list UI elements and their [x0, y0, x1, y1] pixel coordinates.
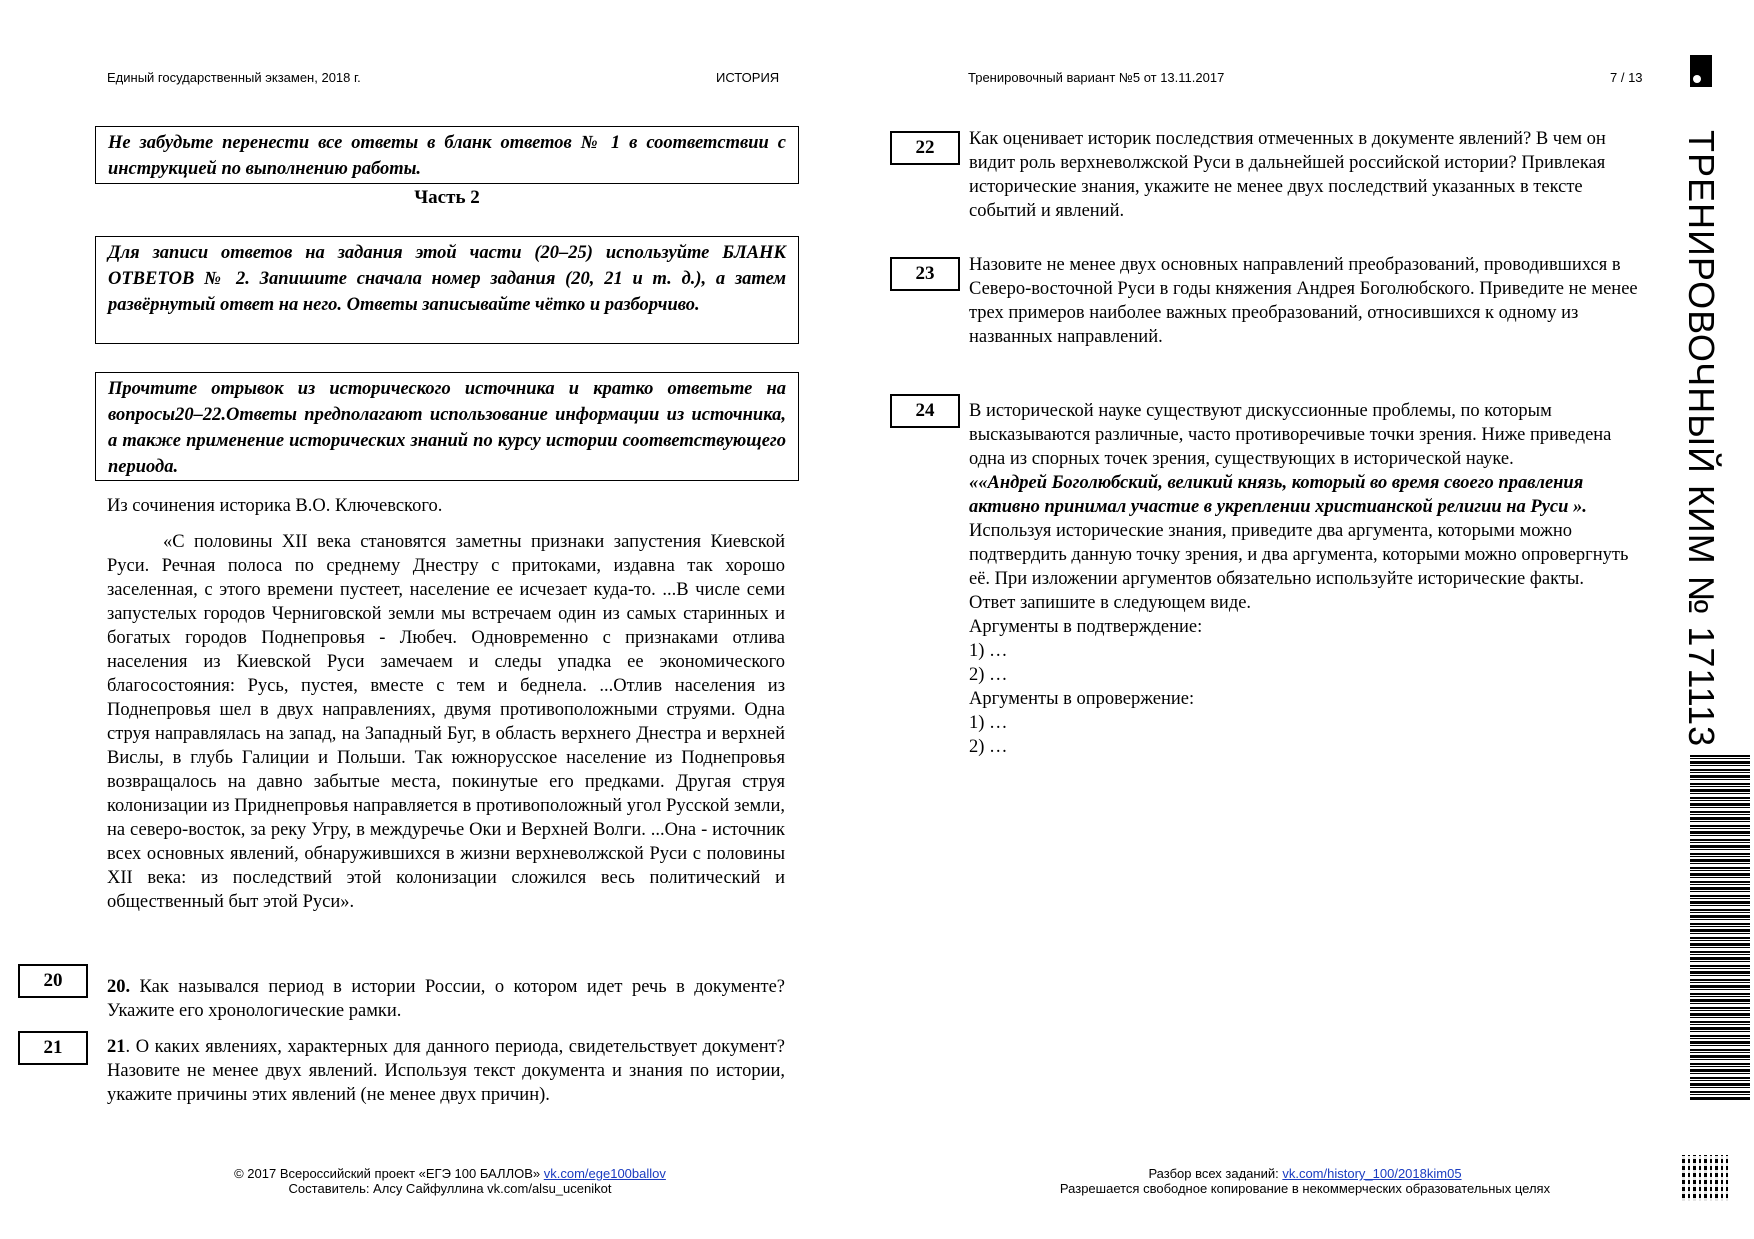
question-24-task: Используя исторические знания, приведите два аргумента, которыми можно подтвердить данную точку зрения, и два аргумента, которыми можно опровергнуть её. При изложении аргументов обязательно используйте исторические факты.: [969, 521, 1629, 589]
answer-form-label: Ответ запишите в следующем виде.: [969, 593, 1252, 613]
footer-right-line1: [955, 1166, 1655, 1181]
source-text: «С половины XII века становятся заметны признаки запустения Киевской Руси. Речная полоса по среднему Днестру с притоками, издавна так хорошо заселенная, с этого времени пустеет, население ее исчезает куда-то. ...В числе семи запустелых городов Черниговской земли мы встречаем один из самых старинных и богатых городов Поднепровья - Любеч. Одновременно с признаками отлива населения из Киевской Руси замечаем и следы упадка ее экономического благосостояния: Русь, пустея, вместе с тем и беднела. ...Отлив населения из Поднепровья шел в двух направлениях, двумя противоположными струями. Одна струя направлялась на запад, на Западный Буг, в область верхнего Днестра и верхней Вислы, в глубь Галиции и Польши. Так южнорусское население из Поднепровья возвращалось на давно забытые места, покинутые его предками. Другая струя колонизации из Приднепровья направляется в противоположный угол Русской земли, на северо-восток, за реку Угру, в междуречье Оки и Верхней Волги. ...Она - источник всех основных явлений, обнаружившихся в жизни верхневолжской Руси с половины XII века: из последствий этой колонизации сложился весь политический и общественный быт этой Руси».: [107, 532, 785, 912]
footer-analysis-label: Разбор всех заданий:: [1148, 1166, 1283, 1181]
barcode-icon: [1690, 755, 1750, 1100]
footer-copyright: © 2017 Всероссийский проект «ЕГЭ 100 БАЛЛОВ»: [234, 1166, 544, 1181]
reminder-box: [95, 126, 799, 184]
side-title: ТРЕНИРОВОЧНЫЙ КИМ № 171113: [1681, 130, 1722, 748]
refute-item-2: 2) …: [969, 737, 1008, 757]
question-24-quote: ««Андрей Боголюбский, великий князь, который во время своего правления активно принимал участие в укреплении христианской религии на Руси ».: [969, 473, 1587, 517]
reminder-text: Не забудьте перенести все ответы в бланк ответов № 1 в соответствии с инструкцией по выполнению работы.: [108, 133, 786, 179]
part-title: Часть 2: [414, 187, 480, 208]
question-number-24: 24: [890, 394, 960, 428]
question-21-text: . О каких явлениях, характерных для данного периода, свидетельствует документ? Назовите не менее двух явлений. Используя текст документа и знания по истории, укажите причины этих явлений (не менее двух причин).: [107, 1037, 785, 1105]
question-20-text: Как назывался период в истории России, о котором идет речь в документе? Укажите его хронологические рамки.: [107, 977, 785, 1021]
confirm-item-1: 1) …: [969, 641, 1008, 661]
instructions-box: [95, 236, 799, 344]
question-22-text: Как оценивает историк последствия отмеченных в документе явлений? В чем он видит роль верхневолжской Руси в дальнейшей российской истории? Привлекая исторические знания, укажите не менее двух последствий указанных в тексте событий и явлений.: [969, 129, 1606, 221]
footer-copy-notice: Разрешается свободное копирование в некоммерческих образовательных целях: [1059, 1181, 1551, 1196]
question-24-intro: В исторической науке существуют дискуссионные проблемы, по которым высказываются различные, часто противоречивые точки зрения. Ниже приведена одна из спорных точек зрения, существующих в исторической науке.: [969, 401, 1612, 469]
confirm-item-2: 2) …: [969, 665, 1008, 685]
question-24-body: [969, 471, 1639, 591]
question-20: [107, 975, 785, 1023]
qr-code-pattern: [1682, 1155, 1728, 1201]
question-21: [107, 1035, 785, 1107]
header-exam: Единый государственный экзамен, 2018 г.: [107, 70, 361, 85]
header-page-number: 7 / 13: [1610, 70, 1643, 85]
footer-right: [955, 1166, 1655, 1196]
source-title: Из сочинения историка В.О. Ключевского.: [107, 496, 443, 516]
question-number-22: 22: [890, 131, 960, 165]
question-number-23: 23: [890, 257, 960, 291]
confirm-label: Аргументы в подтверждение:: [969, 617, 1203, 637]
read-instruction-box: [95, 372, 799, 481]
footer-project-link[interactable]: vk.com/ege100ballov: [543, 1166, 666, 1181]
footer-left: [150, 1166, 750, 1196]
question-number-20: 20: [18, 964, 88, 998]
header-variant: Тренировочный вариант №5 от 13.11.2017: [968, 70, 1225, 85]
header-subject: ИСТОРИЯ: [716, 70, 780, 85]
read-instruction-text: Прочтите отрывок из исторического источника и кратко ответьте на вопросы20–22.Ответы предполагают использование информации из источника, а также применение исторических знаний по курсу истории соответствующего периода.: [108, 379, 786, 477]
question-20-lead: 20.: [107, 977, 131, 997]
footer-author: Составитель: Алсу Сайфуллина vk.com/alsu_ucenikot: [288, 1181, 612, 1196]
footer-analysis-link[interactable]: vk.com/history_100/2018kim05: [1282, 1166, 1462, 1181]
question-number-21: 21: [18, 1031, 88, 1065]
question-24: [969, 399, 1639, 759]
instructions-text: Для записи ответов на задания этой части (20–25) используйте БЛАНК ОТВЕТОВ № 2. Запишите сначала номер задания (20, 21 и т. д.), а затем развёрнутый ответ на него. Ответы записывайте чётко и разборчиво.: [108, 243, 786, 315]
question-21-lead: 21: [107, 1037, 126, 1057]
question-23-text: Назовите не менее двух основных направлений преобразований, проводившихся в Северо-восточной Руси в годы княжения Андрея Боголюбского. Приведите не менее трех примеров наиболее важных преобразований, относившихся к одному из названных направлений.: [969, 255, 1638, 347]
refute-item-1: 1) …: [969, 713, 1008, 733]
corner-mark-icon: [1690, 55, 1712, 87]
refute-label: Аргументы в опровержение:: [969, 689, 1195, 709]
footer-left-line1: [150, 1166, 750, 1181]
